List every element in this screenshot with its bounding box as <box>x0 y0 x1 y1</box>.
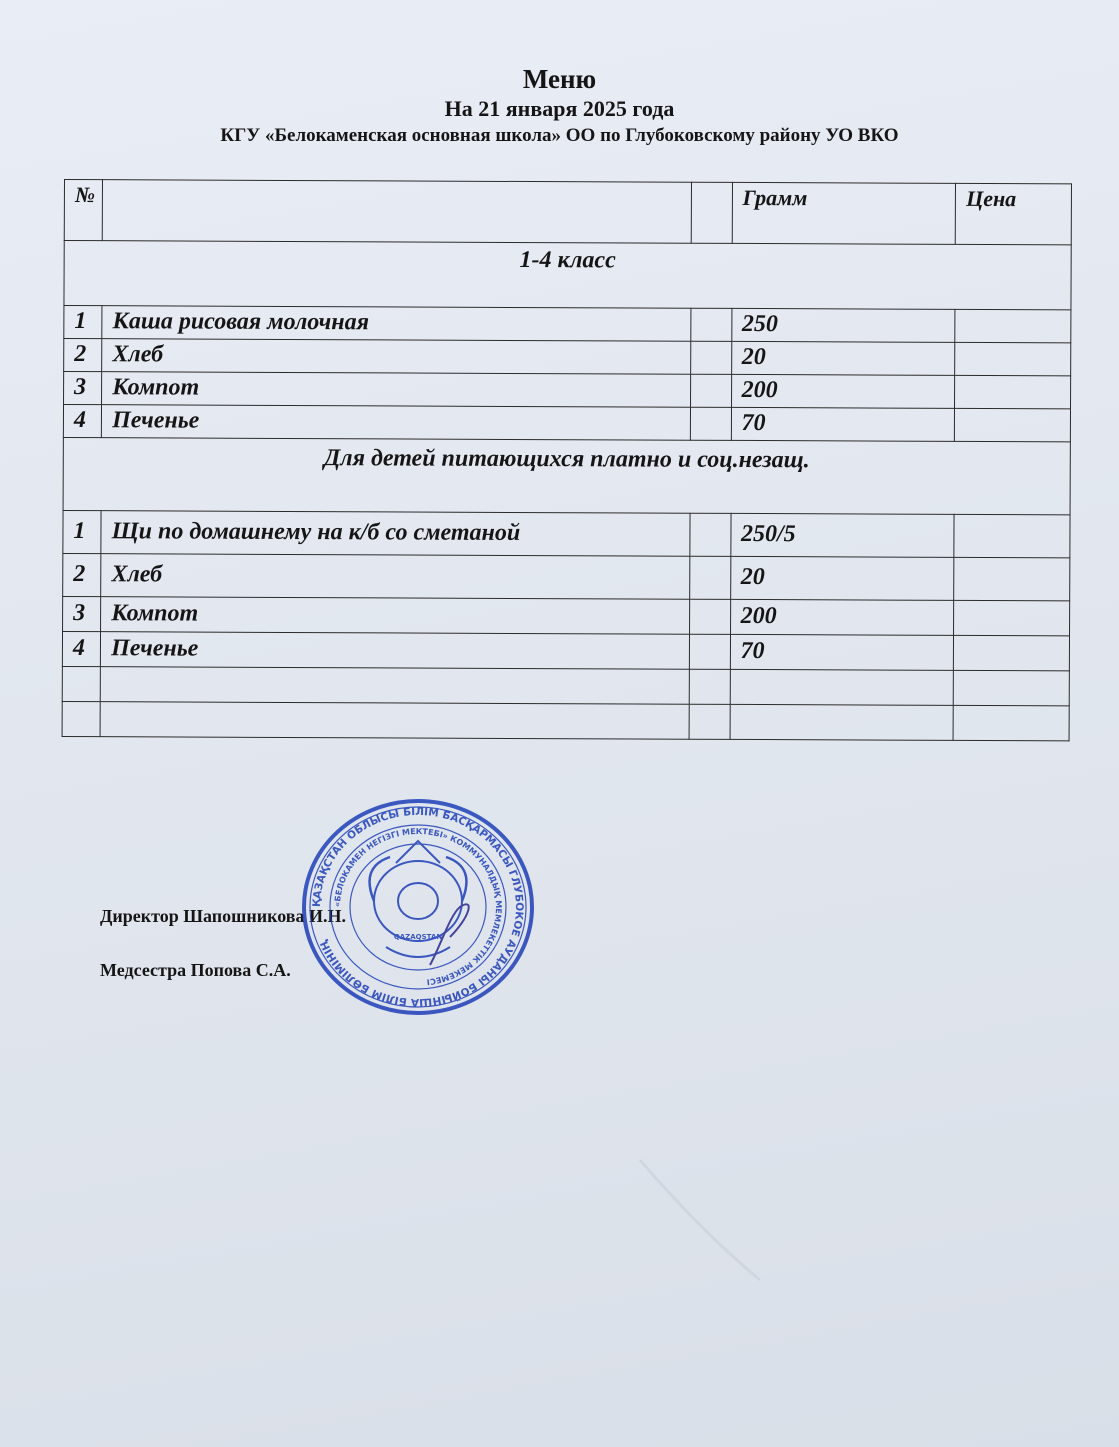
empty-row <box>62 666 1069 705</box>
document-organization: КГУ «Белокаменская основная школа» ОО по Глубоковскому району УО ВКО <box>220 125 899 146</box>
row-price <box>955 309 1071 343</box>
row-dish: Каша рисовая молочная <box>102 306 691 342</box>
nurse-signature-line: Медсестра Попова С.А. <box>100 960 291 980</box>
table-row <box>63 405 1070 442</box>
row-price <box>954 514 1070 558</box>
table-row <box>64 372 1071 409</box>
row-blank <box>689 634 730 669</box>
seal-center-text: QAZAQSTAN <box>393 933 443 941</box>
empty-row <box>62 701 1069 740</box>
row-price <box>954 557 1070 601</box>
menu-table <box>62 179 1072 741</box>
header-price: Цена <box>955 183 1071 245</box>
row-price <box>955 342 1071 376</box>
section-row <box>63 437 1070 514</box>
table-row <box>63 553 1070 600</box>
header-name <box>102 180 691 244</box>
seal-inner-text: «БЕЛОКАМЕН НЕГІЗГІ МЕКТЕБІ» КОММУНАЛДЫҚ МЕМЛЕКЕТТІК МЕКЕМЕСІ <box>332 826 504 987</box>
table-row <box>63 510 1070 557</box>
row-gram: 200 <box>730 599 954 635</box>
row-gram: 250/5 <box>730 513 954 557</box>
row-price <box>954 635 1070 671</box>
table-row <box>62 631 1069 670</box>
row-gram: 20 <box>730 556 954 600</box>
table-header-row <box>64 180 1071 245</box>
official-seal <box>300 797 536 1017</box>
row-dish: Печенье <box>101 632 690 670</box>
row-dish: Печенье <box>102 405 691 441</box>
document-title: Меню <box>522 64 597 94</box>
section-row <box>64 241 1071 310</box>
row-price <box>954 600 1070 636</box>
row-gram: 70 <box>731 407 955 441</box>
seal-outer-text: ҚАЗАҚСТАН ОБЛЫСЫ БІЛІМ БАСҚАРМАСЫ ГЛУБОКОЕ АУДАНЫ БОЙЫНША БІЛІМ БӨЛІМІНІҢ <box>310 805 526 1009</box>
row-dish: Хлеб <box>102 339 691 375</box>
row-num: 2 <box>64 339 102 372</box>
row-blank <box>691 341 732 374</box>
row-num: 3 <box>64 372 102 405</box>
table-row <box>64 339 1071 376</box>
table-row <box>64 306 1071 343</box>
row-gram: 200 <box>731 374 955 408</box>
table-row <box>63 596 1070 635</box>
row-num: 3 <box>63 596 101 631</box>
row-num: 4 <box>63 405 101 438</box>
svg-text:ҚАЗАҚСТАН ОБЛЫСЫ БІЛІМ БАСҚАРМ <box>311 806 525 1008</box>
paper-crease <box>0 1000 1119 1447</box>
header-blank <box>691 182 732 243</box>
row-blank <box>690 556 731 599</box>
row-blank <box>690 513 731 556</box>
row-dish: Компот <box>102 372 691 408</box>
row-num: 1 <box>63 510 101 553</box>
row-blank <box>690 407 731 440</box>
row-price <box>955 375 1071 409</box>
row-num: 2 <box>63 553 101 596</box>
row-gram: 70 <box>730 634 954 670</box>
header-gram: Грамм <box>732 182 956 244</box>
row-blank <box>690 599 731 634</box>
row-dish: Хлеб <box>101 554 690 600</box>
row-dish: Компот <box>101 597 690 635</box>
row-blank <box>691 374 732 407</box>
row-gram: 20 <box>731 341 955 375</box>
document-date: На 21 января 2025 года <box>444 96 675 121</box>
svg-text:«БЕЛОКАМЕН НЕГІЗГІ МЕКТЕБІ» КО <box>333 827 503 987</box>
row-price <box>955 408 1071 442</box>
section-title: 1-4 класс <box>64 241 1071 310</box>
document-header <box>0 64 1119 148</box>
row-dish: Щи по домашнему на к/б со сметаной <box>101 511 690 557</box>
row-blank <box>691 308 732 341</box>
row-gram: 250 <box>731 308 955 342</box>
section-title: Для детей питающихся платно и соц.незащ. <box>63 437 1070 514</box>
director-signature-line: Директор Шапошникова И.Н. <box>100 906 346 926</box>
header-num: № <box>64 180 102 241</box>
row-num: 4 <box>62 631 100 666</box>
row-num: 1 <box>64 306 102 339</box>
